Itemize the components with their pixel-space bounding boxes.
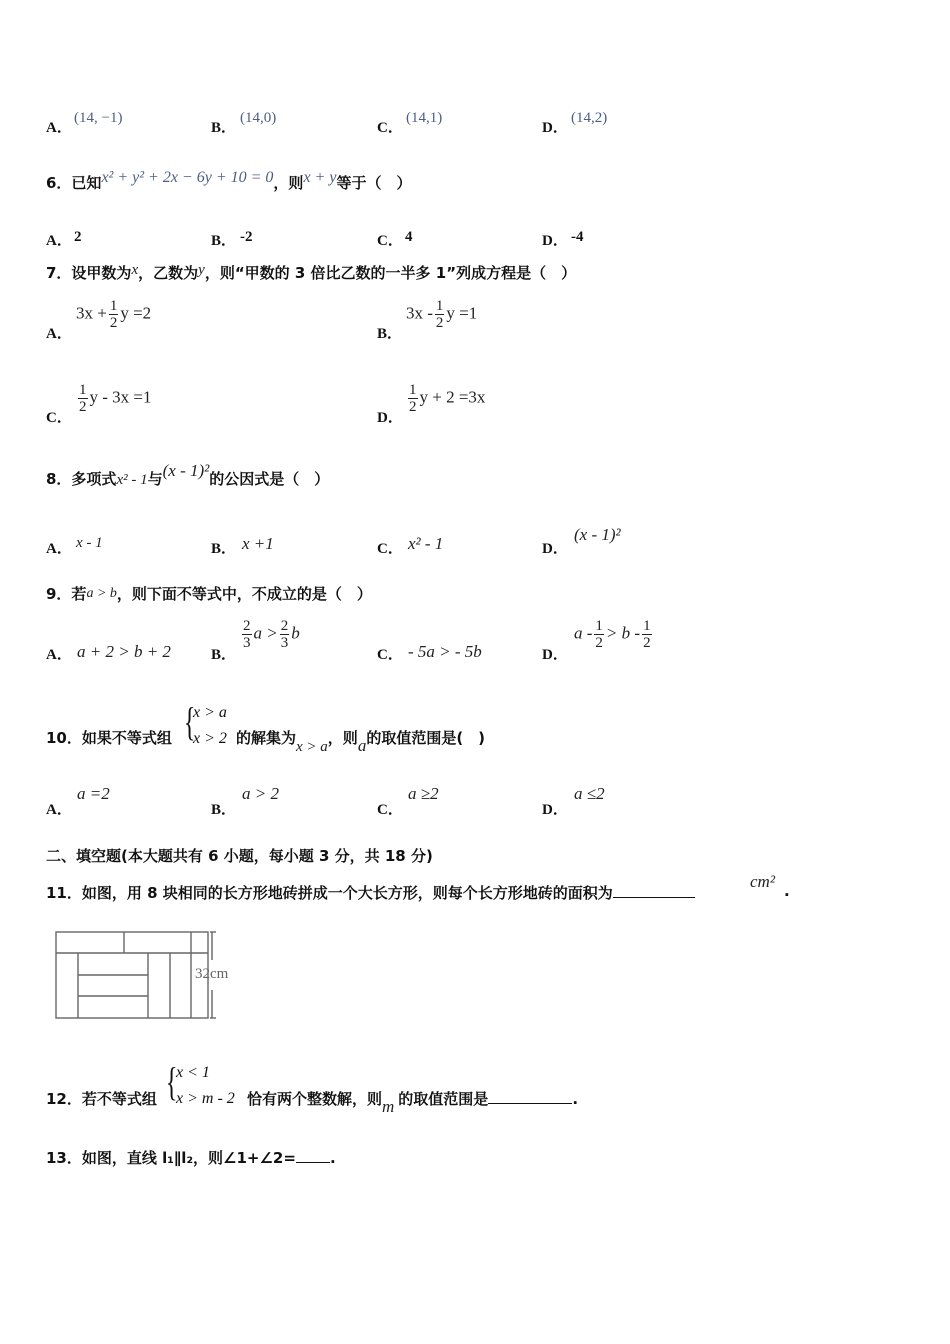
q10-option-d-value: a ≤2 <box>574 784 605 803</box>
q12-line-1: x < 1 <box>176 1064 210 1081</box>
q9-option-b-label: B． <box>211 647 237 663</box>
q7-c-post: y - 3x =1 <box>89 387 152 407</box>
q7-d-den: 2 <box>409 399 417 415</box>
q13-text: 13．如图，直线 l₁∥l₂，则∠1+∠2= <box>46 1149 296 1167</box>
q9-b-den2: 3 <box>280 635 289 651</box>
q12-brace: { <box>165 1059 178 1104</box>
q5-option-c-label: C． <box>377 120 403 136</box>
q11-dimension-label: 32cm <box>195 966 229 982</box>
q10-solution: x > a <box>296 739 328 755</box>
q11-answer-blank[interactable] <box>613 897 695 898</box>
q10-brace: { <box>183 699 196 744</box>
q6-equation: x² + y² + 2x − 6y + 10 = 0 <box>101 169 274 186</box>
q5-option-c-value: (14,1) <box>406 110 443 126</box>
q8-poly-1: x² - 1 <box>116 472 148 488</box>
q7-a-num: 1 <box>109 298 118 314</box>
q5-option-a-label: A． <box>46 120 72 136</box>
q10-option-c-value: a ≥2 <box>408 784 439 803</box>
q10-option-c-label: C． <box>377 802 403 818</box>
q10-system <box>193 700 227 752</box>
q9-d-mid: > b - <box>605 623 641 643</box>
q8-text-1: 8．多项式 <box>46 470 117 488</box>
q5-option-b-label: B． <box>211 120 237 136</box>
q6-option-b-label: B． <box>211 233 237 249</box>
q6-prefix: 6．已知 <box>46 174 102 192</box>
q9-option-c-label: C． <box>377 647 403 663</box>
q12-text-3: 的取值范围是 <box>398 1090 489 1108</box>
q6-option-c-label: C． <box>377 233 403 249</box>
q6-option-d-value: -4 <box>571 229 584 245</box>
q11-tile-diagram <box>52 926 248 1022</box>
q11-tile-figure <box>52 926 248 1022</box>
question-6 <box>46 169 412 193</box>
question-13 <box>46 1147 336 1168</box>
q9-b-mid: a > <box>253 623 278 643</box>
q7-a-pre: 3x + <box>76 303 107 323</box>
q7-a-post: y =2 <box>120 303 152 323</box>
q9-b-post: b <box>291 623 300 643</box>
q6-option-a-value: 2 <box>74 229 82 245</box>
q10-line-2: x > 2 <box>193 730 227 747</box>
q9-d-num1: 1 <box>595 618 603 634</box>
q9-text-1: 9．若 <box>46 585 87 603</box>
q10-option-a-value: a =2 <box>77 784 110 803</box>
q5-option-d-value: (14,2) <box>571 110 608 126</box>
q8-option-d-label: D． <box>542 541 568 557</box>
q7-var-x: x <box>131 262 139 278</box>
q12-var-m: m <box>382 1097 395 1116</box>
q10-option-b-value: a > 2 <box>242 784 279 803</box>
q9-d-pre: a - <box>574 623 593 643</box>
q10-option-a-label: A． <box>46 802 72 818</box>
q5-option-d-label: D． <box>542 120 568 136</box>
q11-unit: cm² <box>750 872 775 891</box>
q6-expression: x + y <box>303 169 337 186</box>
q9-text-2: ，则下面不等式中，不成立的是（ ） <box>116 585 372 603</box>
q6-option-a-label: A． <box>46 233 72 249</box>
q7-b-den: 2 <box>435 315 444 331</box>
section-2-heading: 二、填空题(本大题共有 6 小题，每小题 3 分，共 18 分) <box>46 847 433 865</box>
q6-mid: ，则 <box>273 174 304 192</box>
q9-d-den2: 2 <box>643 635 651 651</box>
q8-text-3: 的公因式是（ ） <box>209 470 330 488</box>
q9-option-c-value: - 5a > - 5b <box>408 642 482 661</box>
q6-option-b-value: -2 <box>240 229 253 245</box>
q8-option-b-label: B． <box>211 541 237 557</box>
q10-line-1: x > a <box>193 704 227 721</box>
q10-option-b-label: B． <box>211 802 237 818</box>
q8-option-c-label: C． <box>377 541 403 557</box>
q12-line-2: x > m - 2 <box>176 1090 235 1107</box>
q7-option-d-label: D． <box>377 410 403 426</box>
q9-option-a-label: A． <box>46 647 72 663</box>
q8-option-a-value: x - 1 <box>76 535 103 551</box>
question-8 <box>46 461 330 489</box>
q7-option-a-equation <box>76 298 151 331</box>
q10-text-3: ，则 <box>327 729 358 747</box>
q7-d-post: y + 2 =3x <box>419 387 486 407</box>
q11-period: . <box>784 882 790 900</box>
q10-var-a: a <box>357 736 367 755</box>
q12-text-1: 12．若不等式组 <box>46 1090 157 1108</box>
q9-b-num1: 2 <box>243 618 251 634</box>
q9-option-d-equation <box>574 618 654 651</box>
q11-text: 11．如图，用 8 块相同的长方形地砖拼成一个大长方形，则每个长方形地砖的面积为 <box>46 884 613 902</box>
q10-text-2: 的解集为 <box>236 729 297 747</box>
q7-c-num: 1 <box>79 382 87 398</box>
q10-text-4: 的取值范围是( ) <box>366 729 486 747</box>
q7-a-den: 2 <box>109 315 118 331</box>
q8-text-2: 与 <box>147 470 163 488</box>
q7-b-pre: 3x - <box>406 303 433 323</box>
q6-option-c-value: 4 <box>405 229 413 245</box>
q6-option-d-label: D． <box>542 233 568 249</box>
question-7 <box>46 262 576 283</box>
q8-option-d-value: (x - 1)² <box>574 525 621 544</box>
q9-condition: a > b <box>86 586 117 601</box>
q9-option-a-value: a + 2 > b + 2 <box>77 642 171 661</box>
q7-option-b-equation <box>406 298 477 331</box>
q7-option-a-label: A． <box>46 326 72 342</box>
q9-b-num2: 2 <box>280 618 289 634</box>
q9-d-den1: 2 <box>595 635 603 651</box>
question-11 <box>46 882 695 903</box>
question-9 <box>46 583 372 604</box>
q7-b-num: 1 <box>435 298 444 314</box>
q8-option-c-value: x² - 1 <box>408 534 444 553</box>
q7-option-b-label: B． <box>377 326 403 342</box>
q7-text-3: ，则“甲数的 3 倍比乙数的一半多 1”列成方程是（ ） <box>204 264 577 282</box>
q7-c-den: 2 <box>79 399 87 415</box>
q9-option-b-equation <box>240 618 300 651</box>
q8-poly-2: (x - 1)² <box>162 461 210 480</box>
q10-option-d-label: D． <box>542 802 568 818</box>
q12-text-2: 恰有两个整数解，则 <box>247 1090 383 1108</box>
q12-system <box>176 1060 235 1112</box>
q5-option-a-value: (14, −1) <box>74 110 123 126</box>
q12-answer-blank[interactable] <box>488 1103 572 1104</box>
q7-option-d-equation <box>406 382 485 415</box>
q10-text-1: 10．如果不等式组 <box>46 729 172 747</box>
q7-d-num: 1 <box>409 382 417 398</box>
q9-d-num2: 1 <box>643 618 651 634</box>
q9-option-d-label: D． <box>542 647 568 663</box>
q9-b-den1: 3 <box>243 635 251 651</box>
q8-option-b-value: x +1 <box>242 534 274 553</box>
q12-period: . <box>572 1090 579 1108</box>
q7-text-1: 7．设甲数为 <box>46 264 132 282</box>
q8-option-a-label: A． <box>46 541 72 557</box>
q5-option-b-value: (14,0) <box>240 110 277 126</box>
q7-text-2: ，乙数为 <box>138 264 199 282</box>
q10-tail <box>236 727 486 755</box>
q13-answer-blank[interactable] <box>296 1162 330 1163</box>
q6-suffix: 等于（ ） <box>336 174 412 192</box>
q7-b-post: y =1 <box>446 303 478 323</box>
q12-tail <box>247 1088 579 1116</box>
q7-option-c-label: C． <box>46 410 72 426</box>
q13-period: . <box>329 1149 336 1167</box>
q7-option-c-equation <box>76 382 152 415</box>
q7-var-y: y <box>198 262 205 278</box>
